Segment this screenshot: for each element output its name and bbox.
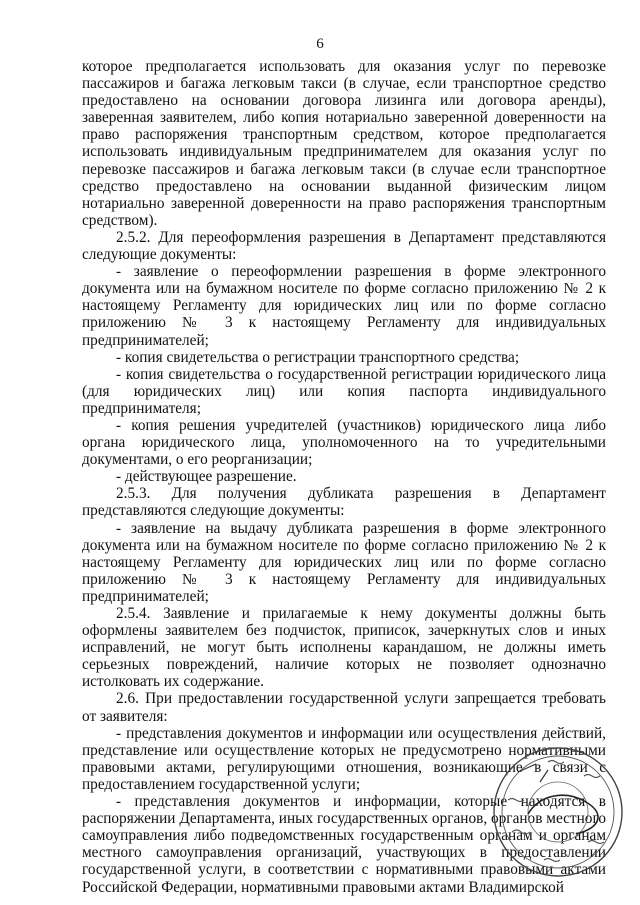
paragraph-continuation: которое предполагается использовать для оказания услуг по перевозке пассажиров и багажа легковым такси (в случае, если транспортное средство предоставлено на основании договора лизинга или договора аренды), заверенная заявителем, либо копия нотариально заверенной доверенности на право распоряжения транспортным средством, которое предполагается использовать индивидуальным предпринимателем для оказания услуг по перевозке пассажиров и багажа легковым такси (в случае если транспортное средство предоставлено на основании выданной физическим лицом нотариально заверенной доверенности на право распоряжения транспортным средством). — [82, 58, 606, 229]
list-item-agency-documents: - представления документов и информации, которые находятся в распоряжении Департамента, иных государственных органов, органов местного самоуправления либо подведомственных государственным органам и органам местного самоуправления организаций, участвующих в предоставлении государственной услуги, в соответствии с нормативными правовыми актами Российской Федерации, нормативными правовыми актами Владимирской — [82, 793, 606, 896]
list-item-application-reissue: - заявление о переоформлении разрешения в форме электронного документа или на бумажном носителе по форме согласно приложению № 2 к настоящему Регламенту для юридических лиц или по форме согласно приложению № 3 к настоящему Регламенту для индивидуальных предпринимателей; — [82, 263, 606, 349]
paragraph-2-5-2: 2.5.2. Для переоформления разрешения в Департамент представляются следующие документы: — [82, 228, 606, 264]
list-item-founders-decision: - копия решения учредителей (участников) юридического лица либо органа юридического лица, уполномоченного на то учредительными документами, о его реорганизации; — [82, 416, 606, 469]
official-seal-stamp — [488, 742, 628, 882]
list-item-state-registration: - копия свидетельства о государственной регистрации юридического лица (для юридических лиц) или копия паспорта индивидуального предпринимателя; — [82, 365, 606, 417]
list-item-current-permit: - действующее разрешение. — [116, 468, 297, 486]
list-item-unrequired-documents: - представления документов и информации или осуществления действий, представление или осуществление которых не предусмотрено нормативными правовыми актами, регулирующими отношения, возникающие в связи с предоставлением государственной услуги; — [82, 724, 606, 793]
paragraph-2-5-4: 2.5.4. Заявление и прилагаемые к нему документы должны быть оформлены заявителем без подчисток, приписок, зачеркнутых слов и иных исправлений, не могут быть исполнены карандашом, не должны иметь серьезных повреждений, наличие которых не позволяет однозначно истолковать их содержание. — [82, 605, 606, 691]
paragraph-2-5-3: 2.5.3. Для получения дубликата разрешения в Департамент представляются следующие документы: — [82, 485, 606, 520]
page-number: 6 — [316, 36, 324, 52]
list-item-application-duplicate: - заявление на выдачу дубликата разрешения в форме электронного документа или на бумажном носителе по форме согласно приложению № 2 к настоящему Регламенту для юридических лиц или по форме согласно приложению № 3 к настоящему Регламенту для индивидуальных предпринимателей; — [82, 519, 606, 605]
seal-icon — [488, 742, 628, 882]
paragraph-2-6: 2.6. При предоставлении государственной услуги запрещается требовать от заявителя: — [82, 690, 606, 725]
list-item-vehicle-registration: - копия свидетельства о регистрации транспортного средства; — [116, 348, 520, 366]
